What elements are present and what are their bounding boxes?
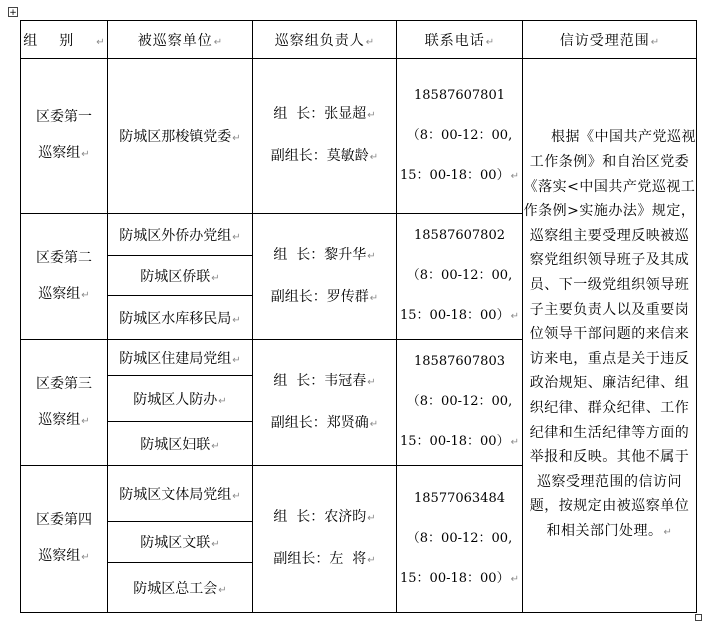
cell-end-mark-icon: ↵ bbox=[367, 555, 376, 566]
inspection-table bbox=[20, 20, 697, 613]
cell-end-mark-icon: ↵ bbox=[232, 133, 241, 144]
leader-cell: 组 长：黎升华↵ 副组长：罗传群↵ bbox=[253, 214, 397, 340]
unit-cell: 防城区水库移民局↵ bbox=[108, 296, 253, 340]
cell-end-mark-icon: ↵ bbox=[218, 395, 227, 407]
cell-end-mark-icon: ↵ bbox=[232, 490, 241, 502]
cell-end-mark-icon: ↵ bbox=[510, 573, 519, 585]
header-leader-cell: 巡察组负责人↵ bbox=[253, 21, 397, 59]
cell-end-mark-icon: ↵ bbox=[369, 152, 379, 163]
header-row bbox=[21, 21, 697, 59]
cell-end-mark-icon: ↵ bbox=[510, 437, 519, 448]
leader-cell: 组 长：张显超↵ 副组长：莫敏龄↵ bbox=[253, 59, 397, 214]
phone-cell: 18587607801 （8：00-12：00, 15：00-18：00）↵ bbox=[397, 59, 523, 214]
unit-cell: 防城区文联↵ bbox=[108, 522, 253, 563]
cell-end-mark-icon: ↵ bbox=[211, 272, 220, 284]
group-name-cell: 区委第四 巡察组↵ bbox=[21, 466, 108, 613]
phone-cell: 18587607802 （8：00-12：00, 15：00-18：00）↵ bbox=[397, 214, 523, 340]
cell-end-mark-icon: ↵ bbox=[232, 231, 241, 243]
leader-cell: 组 长：韦冠春↵ 副组长：郑贤确↵ bbox=[253, 340, 397, 466]
cell-end-mark-icon: ↵ bbox=[367, 513, 376, 524]
unit-cell: 防城区侨联↵ bbox=[108, 256, 253, 296]
cell-end-mark-icon: ↵ bbox=[369, 292, 379, 304]
unit-cell: 防城区外侨办党组↵ bbox=[108, 214, 253, 256]
leader-cell: 组 长：农济昀↵ 副组长：左 将↵ bbox=[253, 466, 397, 613]
group-name-cell: 区委第三 巡察组↵ bbox=[21, 340, 108, 466]
cell-end-mark-icon: ↵ bbox=[365, 36, 375, 48]
unit-cell: 防城区总工会↵ bbox=[108, 563, 253, 613]
group-name-cell: 区委第一 巡察组↵ bbox=[21, 59, 108, 214]
cell-end-mark-icon: ↵ bbox=[663, 526, 673, 538]
cell-end-mark-icon: ↵ bbox=[211, 539, 220, 550]
cell-end-mark-icon: ↵ bbox=[232, 354, 241, 366]
header-unit-cell: 被巡察单位↵ bbox=[108, 21, 253, 59]
cell-end-mark-icon: ↵ bbox=[81, 149, 90, 160]
cell-end-mark-icon: ↵ bbox=[96, 36, 105, 48]
cell-end-mark-icon: ↵ bbox=[81, 415, 90, 427]
cell-end-mark-icon: ↵ bbox=[650, 36, 660, 48]
cell-end-mark-icon: ↵ bbox=[232, 314, 241, 326]
cell-end-mark-icon: ↵ bbox=[485, 36, 495, 48]
header-group-cell: 组别↵ bbox=[21, 21, 108, 59]
cell-end-mark-icon: ↵ bbox=[218, 584, 227, 596]
cell-end-mark-icon: ↵ bbox=[510, 311, 519, 322]
table-row bbox=[21, 59, 697, 214]
phone-cell: 18577063484 （8：00-12：00, 15：00-18：00）↵ bbox=[397, 466, 523, 613]
unit-cell: 防城区文体局党组↵ bbox=[108, 466, 253, 522]
table-resize-handle[interactable] bbox=[695, 614, 702, 621]
cell-end-mark-icon: ↵ bbox=[367, 250, 376, 262]
cell-end-mark-icon: ↵ bbox=[211, 440, 220, 452]
phone-cell: 18587607803 （8：00-12：00, 15：00-18：00）↵ bbox=[397, 340, 523, 466]
cell-end-mark-icon: ↵ bbox=[369, 418, 379, 430]
unit-cell: 防城区妇联↵ bbox=[108, 422, 253, 466]
cell-end-mark-icon: ↵ bbox=[213, 36, 223, 48]
cell-end-mark-icon: ↵ bbox=[367, 376, 376, 388]
unit-cell: 防城区人防办↵ bbox=[108, 376, 253, 422]
header-scope-cell: 信访受理范围↵ bbox=[523, 21, 697, 59]
unit-cell: 防城区那梭镇党委↵ bbox=[108, 59, 253, 214]
group-name-cell: 区委第二 巡察组↵ bbox=[21, 214, 108, 340]
cell-end-mark-icon: ↵ bbox=[510, 170, 519, 182]
cell-end-mark-icon: ↵ bbox=[81, 552, 90, 563]
table-move-handle-icon[interactable]: + bbox=[9, 8, 17, 18]
cell-end-mark-icon: ↵ bbox=[81, 289, 90, 301]
unit-cell: 防城区住建局党组↵ bbox=[108, 340, 253, 376]
scope-cell: 根据《中国共产党巡视工作条例》和自治区党委《落实<中国共产党巡视工作条例>实施办法》规定，巡察组主要受理反映被巡察党组织领导班子及其成员、下一级党组织领导班子主要负责人以及重要岗位领导干部问题的来信来访来电，重点是关于违反政治规矩、廉洁纪律、组织纪律、群众纪律、工作纪律和生活纪律等方面的举报和反映。其他不属于巡察受理范围的信访问题，按规定由被巡察单位和相关部门处理。↵ bbox=[523, 59, 697, 613]
cell-end-mark-icon: ↵ bbox=[367, 110, 376, 121]
header-phone-cell: 联系电话↵ bbox=[397, 21, 523, 59]
